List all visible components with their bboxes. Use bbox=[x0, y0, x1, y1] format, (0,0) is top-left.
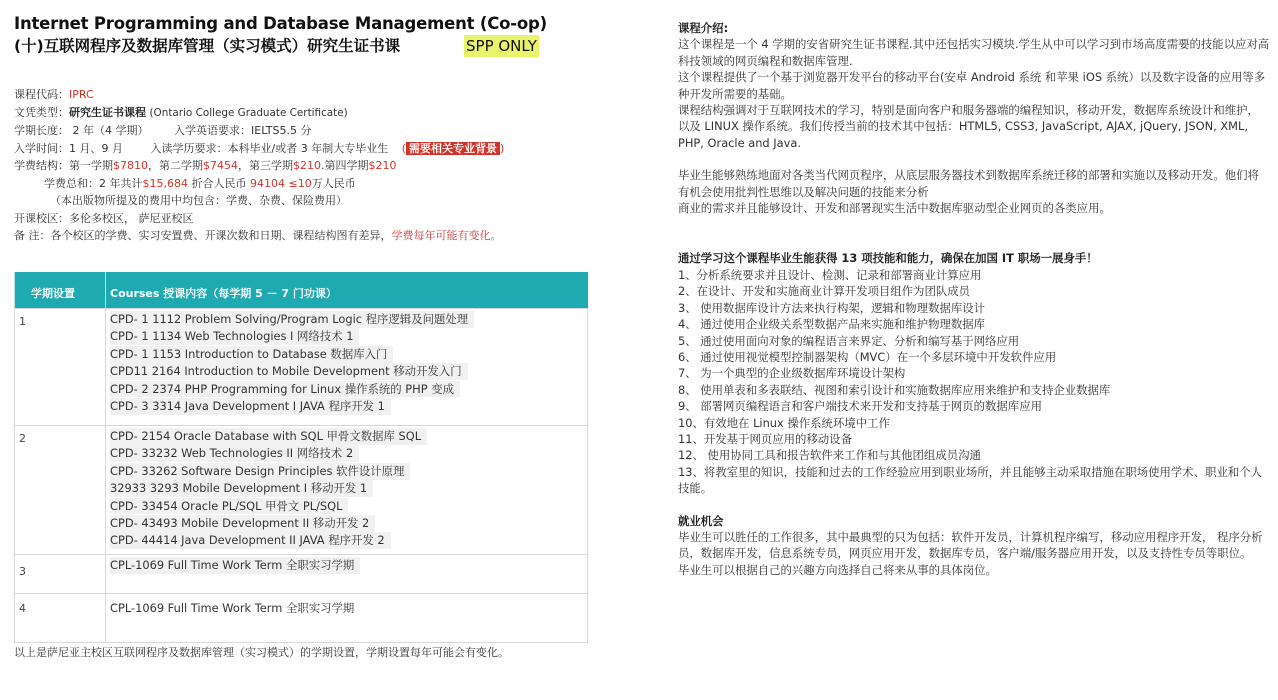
tuition-term3-label: ，第三学期 bbox=[238, 159, 293, 172]
intake-row: 入学时间：1 月、9 月 入读学历要求：本科毕业/或者 3 年制大专毕业生 ( 需要相关专业背景 ) bbox=[14, 141, 505, 155]
skill-item: 4、 通过使用企业级关系型数据产品来实施和维护物理数据库 bbox=[678, 317, 986, 332]
course-item: CPD- 2 2374 PHP Programming for Linux 操作系统的 PHP 变成 bbox=[110, 381, 460, 398]
course-item: CPD- 43493 Mobile Development II 移动开发 2 bbox=[110, 515, 375, 532]
skill-item: 13、将教室里的知识，技能和过去的工作经验应用到职业场所，并且能够主动采取措施在职场使用学术、职业和个人技能。 bbox=[678, 464, 1263, 496]
tuition-row bbox=[14, 157, 594, 175]
skill-item: 8、 使用单表和多表联结、视图和索引设计和实施数据库应用来维护和支持企业数据库 bbox=[678, 382, 1111, 397]
course-item: CPD- 33262 Software Design Principles 软件设计原理 bbox=[110, 463, 410, 480]
course-item: CPD- 33232 Web Technologies II 网络技术 2 bbox=[110, 445, 359, 462]
length-label: 学期长度： bbox=[14, 124, 69, 137]
right-column bbox=[678, 20, 1270, 578]
table-row bbox=[15, 426, 588, 555]
graduate-paragraph: 商业的需求并且能够设计、开发和部署现实生活中数据库驱动型企业网页的各类应用。 bbox=[678, 201, 1111, 216]
program-code-label: 课程代码： bbox=[14, 88, 69, 101]
intro-paragraph: 课程结构强调对于互联网技术的学习，特别是面向客户和服务器端的编程知识，移动开发，数据库系统设计和维护，以及 LINUX 操作系统。我们传授当前的技术其中包括：HTML5, CSS3, JavaScript, AJAX, jQuery, JSON, XML, PHP, Oracle and Java. bbox=[678, 103, 1259, 150]
course-item: CPL-1069 Full Time Work Term 全职实习学期 bbox=[110, 557, 360, 574]
tuition-term4: $210 bbox=[368, 159, 397, 172]
rmb-label: 折合人民币 bbox=[191, 176, 247, 190]
course-item: CPD- 2154 Oracle Database with SQL 甲骨文数据库 SQL bbox=[110, 428, 427, 445]
tuition-term4-label: .第四学期 bbox=[321, 159, 369, 172]
intro-paragraph: 这个课程是一个 4 学期的安省研究生证书课程.其中还包括实习模块.学生从中可以学习到市场高度需要的技能以应对高科技领域的网页编程和数据库管理. bbox=[678, 37, 1270, 68]
rmb-value: 94104 ≤10 bbox=[250, 176, 312, 190]
education-requirement: 入读学历要求：本科毕业/或者 3 年制大专毕业生 bbox=[150, 141, 389, 155]
table-header-row bbox=[15, 272, 588, 309]
semester-number: 2 bbox=[15, 426, 106, 555]
course-item: CPD- 1 1134 Web Technologies I 网络技术 1 bbox=[110, 328, 359, 345]
career-title: 就业机会 bbox=[678, 513, 724, 528]
tuition-total-row bbox=[14, 175, 594, 193]
skill-item: 12、 使用协同工具和报告软件来工作和与其他团组成员沟通 bbox=[678, 448, 981, 463]
course-item: CPD- 3 3314 Java Development I JAVA 程序开发 1 bbox=[110, 398, 391, 415]
course-item: CPD11 2164 Introduction to Mobile Development 移动开发入门 bbox=[110, 363, 468, 380]
graduate-paragraph: 毕业生能够熟练地面对各类当代网页程序，从底层服务器技术到数据库系统迁移的部署和实施以及移动开发。他们将有机会使用批判性思维以及解决问题的技能来分析 bbox=[678, 168, 1259, 199]
tuition-term2: $7454 bbox=[203, 159, 238, 172]
course-item: CPD- 44414 Java Development II JAVA 程序开发 2 bbox=[110, 532, 391, 549]
skills-title: 通过学习这个课程毕业生能获得 13 项技能和能力，确保在加国 IT 职场一展身手！ bbox=[678, 251, 1098, 266]
intro-title: 课程介绍: bbox=[678, 21, 729, 35]
table-row bbox=[15, 554, 588, 593]
skill-item: 3、 使用数据库设计方法来执行构架，逻辑和物理数据库设计 bbox=[678, 300, 986, 315]
length-row bbox=[14, 122, 594, 140]
tuition-term2-label: ，第二学期 bbox=[148, 159, 203, 172]
footer-note: 以上是萨尼亚主校区互联网程序及数据库管理（实习模式）的学期设置，学期设置每年可能会有变化。 bbox=[14, 646, 509, 659]
tuition-term1: $7810 bbox=[113, 159, 148, 172]
fees-note: （本出版物所提及的费用中均包含：学费、杂费、保险费用） bbox=[50, 194, 347, 207]
tuition-label: 学费结构：第一学期 bbox=[14, 159, 113, 172]
course-item: CPD- 33454 Oracle PL/SQL 甲骨文 PL/SQL bbox=[110, 498, 348, 515]
title-chinese: (十)互联网程序及数据库管理（实习模式）研究生证书课 bbox=[14, 37, 401, 55]
skill-item: 7、 为一个典型的企业级数据库环境设计架构 bbox=[678, 366, 906, 381]
career-paragraph: 毕业生可以胜任的工作很多，其中最典型的只为包括：软件开发员，计算机程序编写，移动应用程序开发， 程序分析员，数据库开发，信息系统专员，网页应用开发，数据库专员，客户端/服务器应用开发，以及支持性专员等职位。 bbox=[678, 529, 1263, 561]
course-item: CPD- 1 1153 Introduction to Database 数据库入门 bbox=[110, 346, 393, 363]
program-code-row bbox=[14, 86, 594, 104]
program-code-value: IPRC bbox=[69, 88, 94, 101]
left-column bbox=[14, 14, 594, 245]
skill-item: 5、 通过使用面向对象的编程语言来界定、分析和编写基于网络应用 bbox=[678, 333, 1020, 348]
skill-item: 6、 通过使用视觉模型控制器架构（MVC）在一个多层环境中开发软件应用 bbox=[678, 349, 1057, 364]
skill-item: 2、在设计、开发和实施商业计算开发项目组作为团队成员 bbox=[678, 284, 971, 299]
header-courses: Courses 授课内容（每学期 5 － 7 门功课） bbox=[106, 272, 588, 309]
table-row bbox=[15, 309, 588, 426]
certificate-row bbox=[14, 104, 594, 123]
course-item: 32933 3293 Mobile Development I 移动开发 1 bbox=[110, 480, 373, 497]
skill-item: 1、分析系统要求并且设计、检测、记录和部署商业计算应用 bbox=[678, 267, 982, 282]
certificate-label: 文凭类型： bbox=[14, 105, 69, 119]
skill-item: 11、开发基于网页应用的移动设备 bbox=[678, 431, 852, 446]
rmb-unit: 万人民币 bbox=[311, 176, 356, 190]
note-row bbox=[14, 227, 594, 245]
note-text: 备 注：各个校区的学费、实习安置费、开课次数和日期、课程结构图有差异， bbox=[14, 229, 392, 242]
intake-time: 入学时间：1 月、9 月 bbox=[14, 141, 123, 155]
course-item: CPD- 1 1112 Problem Solving/Program Logic 程序逻辑及问题处理 bbox=[110, 311, 474, 328]
background-badge: 需要相关专业背景 bbox=[406, 142, 500, 155]
intro-paragraph: 这个课程提供了一个基于浏览器开发平台的移动平台(安卓 Android 系统 和苹果 iOS 系统）以及数字设备的应用等多种开发所需要的基础。 bbox=[678, 70, 1266, 101]
career-paragraph: 毕业生可以根据自己的兴趣方向选择自己将来从事的具体岗位。 bbox=[678, 562, 997, 577]
english-requirement: 入学英语要求：IELTS5.5 分 bbox=[174, 124, 312, 137]
campus-row: 开课校区：多伦多校区， 萨尼亚校区 bbox=[14, 211, 194, 225]
semester-number: 1 bbox=[15, 309, 106, 426]
note-red: 学费每年可能有变化。 bbox=[391, 229, 502, 242]
length-value: 2 年（4 学期） bbox=[72, 124, 149, 137]
header-semester: 学期设置 bbox=[15, 272, 106, 309]
course-item: CPL-1069 Full Time Work Term 全职实习学期 bbox=[110, 600, 355, 615]
tuition-term3: $210 bbox=[293, 159, 321, 172]
semester-number: 3 bbox=[15, 554, 106, 593]
skill-item: 9、 部署网页编程语言和客户端技术来开发和支持基于网页的数据库应用 bbox=[678, 399, 1042, 414]
title-english: Internet Programming and Database Management (Co-op) bbox=[14, 14, 547, 33]
certificate-value: 研究生证书课程 bbox=[69, 105, 146, 119]
table-row bbox=[15, 593, 588, 642]
course-table bbox=[14, 272, 588, 643]
spp-only-badge: SPP ONLY bbox=[466, 37, 537, 55]
tuition-total-value: $15,684 bbox=[142, 176, 188, 190]
tuition-total-label: 学费总和：2 年共计 bbox=[44, 176, 143, 190]
program-info bbox=[14, 86, 594, 245]
skill-item: 10、有效地在 Linux 操作系统环境中工作 bbox=[678, 415, 890, 430]
semester-number: 4 bbox=[15, 593, 106, 642]
title-chinese-row bbox=[14, 34, 594, 58]
certificate-english: (Ontario College Graduate Certificate) bbox=[149, 106, 348, 119]
